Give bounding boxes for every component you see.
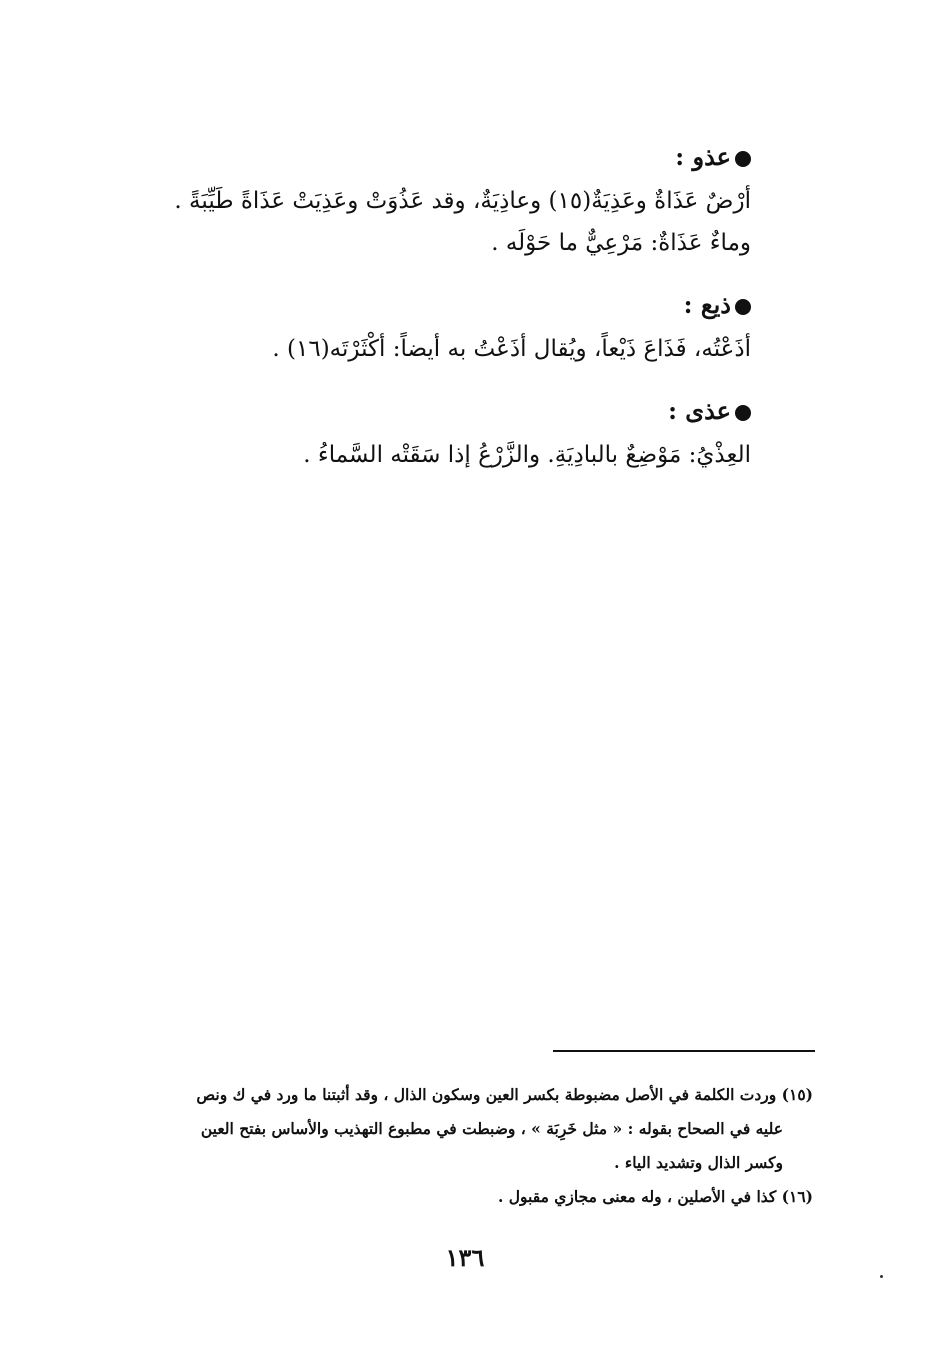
entry-line: العِذْيُ: مَوْضِعٌ بالبادِيَةِ. والزَّرْعُ إذا سَقَتْه السَّماءُ .	[303, 442, 751, 468]
footnote-line: (١٥) وردت الكلمة في الأصل مضبوطة بكسر العين وسكون الذال ، وقد أثبتنا ما ورد في ك ونص	[196, 1085, 813, 1104]
dictionary-entry	[151, 290, 751, 370]
entry-line: أذَعْتُه، فَذَاعَ ذَيْعاً، ويُقال أذَعْتُ به أيضاً: أكْثَرْتَه(١٦) .	[272, 336, 751, 362]
footnote-line: وكسر الذال وتشديد الياء .	[614, 1153, 783, 1172]
headword-text: عذو :	[675, 142, 731, 171]
dictionary-entry	[151, 142, 751, 264]
bullet-icon	[735, 405, 751, 421]
entry-headword	[151, 396, 751, 426]
headword-text: عذى :	[668, 396, 731, 425]
entry-line: أرْضٌ عَذَاةٌ وعَذِيَةٌ(١٥) وعاذِيَةٌ، وقد عَذُوَتْ وعَذِيَتْ عَذَاةً طَيِّبَةً .	[174, 188, 751, 214]
entry-headword	[151, 290, 751, 320]
headword-text: ذيع :	[683, 290, 731, 319]
entry-line: وماءٌ عَذَاةٌ: مَرْعِيٌّ ما حَوْلَه .	[491, 230, 751, 256]
bullet-icon	[735, 151, 751, 167]
footnote-line: عليه في الصحاح بقوله : « مثل خَرِبَة » ، وضبطت في مطبوع التهذيب والأساس بفتح العين	[200, 1119, 783, 1138]
scan-speck	[880, 1275, 883, 1278]
bullet-icon	[735, 299, 751, 315]
dictionary-entry	[151, 396, 751, 476]
footnotes	[93, 1078, 813, 1214]
footnote-divider	[553, 1050, 815, 1052]
entry-headword	[151, 142, 751, 172]
page-number: ١٣٦	[445, 1243, 485, 1272]
footnote-line: (١٦) كذا في الأصلين ، وله معنى مجازي مقبول .	[498, 1187, 813, 1206]
